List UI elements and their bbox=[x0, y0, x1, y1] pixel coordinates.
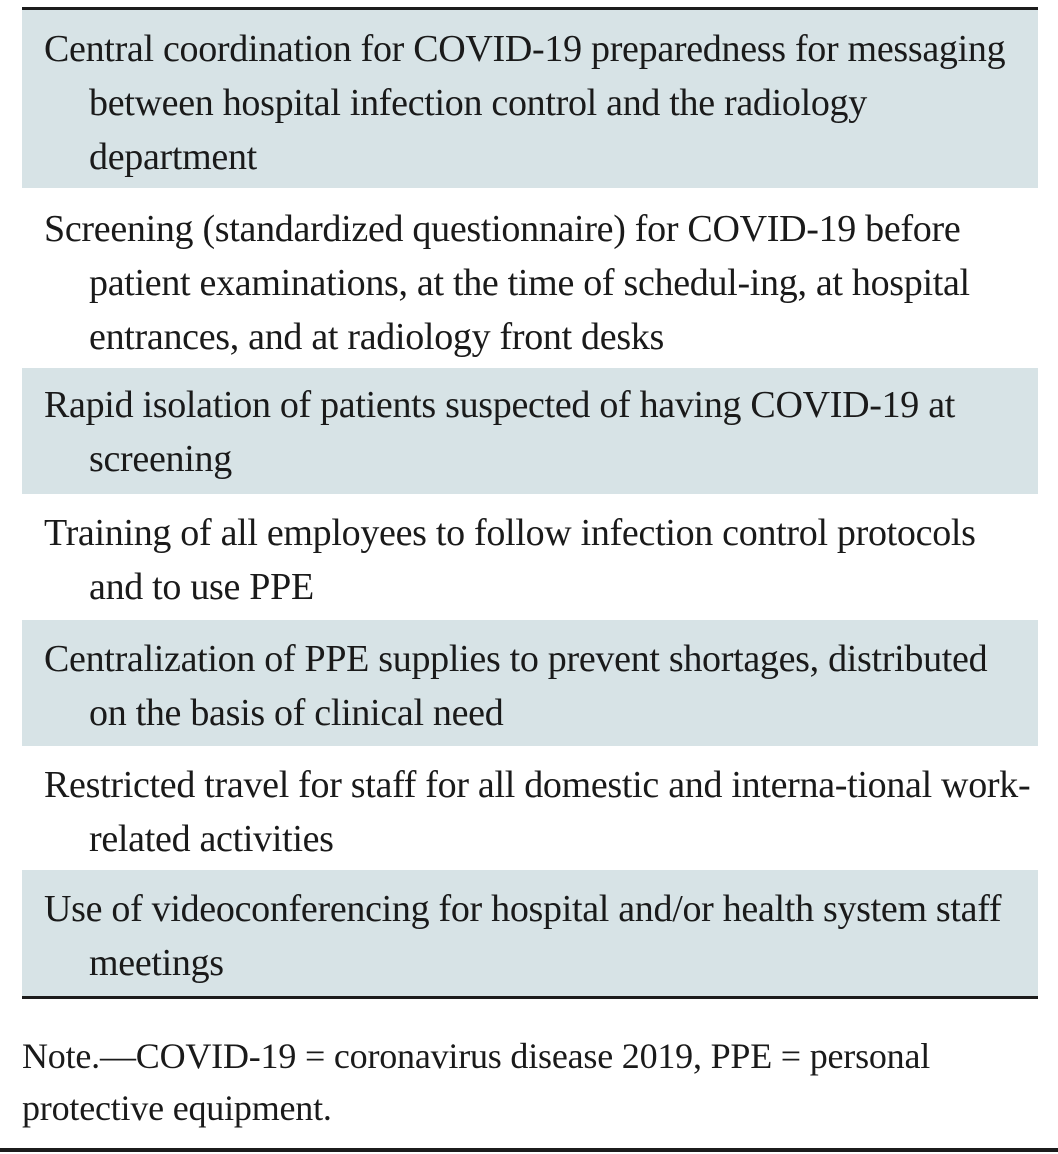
table-bottom-rule bbox=[22, 996, 1038, 999]
table-row bbox=[22, 620, 1038, 746]
table-row bbox=[22, 494, 1038, 620]
table-row-text: Restricted travel for staff for all domestic and interna-tional work-related activities bbox=[44, 764, 1031, 860]
table-row bbox=[22, 368, 1038, 494]
table-row-text: Screening (standardized questionnaire) for COVID-19 before patient examinations, at the time of schedul-ing, at hospital entrances, and at radiology front desks bbox=[44, 208, 970, 358]
table-row-text: Training of all employees to follow infection control protocols and to use PPE bbox=[44, 512, 976, 608]
table-row-text: Use of videoconferencing for hospital and/or health system staff meetings bbox=[44, 888, 1002, 984]
table-row-text: Rapid isolation of patients suspected of having COVID-19 at screening bbox=[44, 384, 956, 480]
table-row bbox=[22, 188, 1038, 368]
table-footnote: Note.—COVID-19 = coronavirus disease 2019, PPE = personal protective equipment. bbox=[22, 1036, 931, 1128]
table-row bbox=[22, 10, 1038, 188]
table-row-text: Centralization of PPE supplies to prevent shortages, distributed on the basis of clinical need bbox=[44, 638, 988, 734]
page-bottom-rule bbox=[0, 1148, 1058, 1152]
table-row bbox=[22, 870, 1038, 996]
table-row bbox=[22, 746, 1038, 870]
table-row-text: Central coordination for COVID-19 preparedness for messaging between hospital infection control and the radiology department bbox=[44, 28, 1006, 178]
